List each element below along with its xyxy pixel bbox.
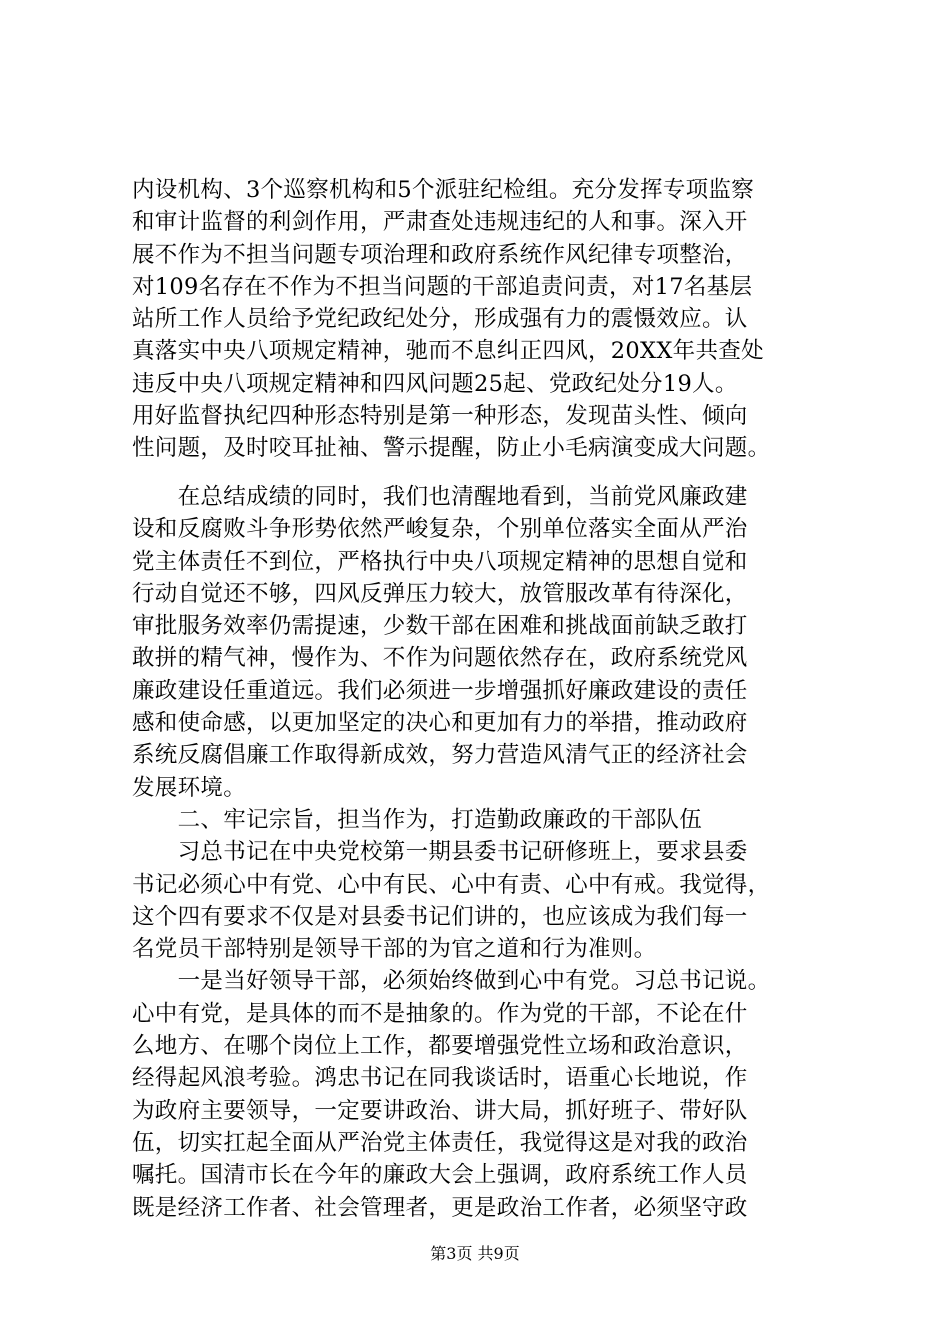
text-line: 心中有党，是具体的而不是抽象的。作为党的干部，不论在什 (132, 1000, 748, 1027)
text-line: 和审计监督的利剑作用，严肃查处违规违纪的人和事。深入开 (132, 209, 748, 236)
text-line: 展不作为不担当问题专项治理和政府系统作风纪律专项整治， (132, 241, 748, 268)
text-line: 习总书记在中央党校第一期县委书记研修班上，要求县委 (132, 839, 748, 866)
text-line: 设和反腐败斗争形势依然严峻复杂，个别单位落实全面从严治 (132, 516, 748, 543)
text-line: 发展环境。 (132, 774, 247, 801)
page-number-footer: 第3页 共9页 (430, 1244, 520, 1263)
text-line: 站所工作人员给予党纪政纪处分，形成强有力的震慑效应。认 (132, 306, 748, 333)
text-line: 行动自觉还不够，四风反弹压力较大，放管服改革有待深化， (132, 580, 748, 607)
text-line: 廉政建设任重道远。我们必须进一步增强抓好廉政建设的责任 (132, 677, 748, 704)
text-line: 党主体责任不到位，严格执行中央八项规定精神的思想自觉和 (132, 548, 748, 575)
text-line: 用好监督执纪四种形态特别是第一种形态，发现苗头性、倾向 (132, 403, 748, 430)
text-line: 在总结成绩的同时，我们也清醒地看到，当前党风廉政建 (132, 484, 748, 510)
text-line: 既是经济工作者、社会管理者，更是政治工作者，必须坚守政 (132, 1194, 748, 1221)
text-line: 为政府主要领导，一定要讲政治、讲大局，抓好班子、带好队 (132, 1097, 748, 1124)
text-line: 系统反腐倡廉工作取得新成效，努力营造风清气正的经济社会 (132, 742, 748, 769)
body-text (132, 481, 832, 1224)
text-line: 敢拼的精气神，慢作为、不作为问题依然存在，政府系统党风 (132, 645, 748, 672)
text-line: 么地方、在哪个岗位上工作，都要增强党性立场和政治意识， (132, 1033, 748, 1060)
paragraph-continued (132, 174, 832, 465)
text-line: 名党员干部特别是领导干部的为官之道和行为准则。 (132, 936, 657, 963)
text-line: 书记必须心中有党、心中有民、心中有责、心中有戒。我觉得， (132, 871, 771, 898)
text-line: 经得起风浪考验。鸿忠书记在同我谈话时，语重心长地说，作 (132, 1065, 748, 1092)
text-line: 真落实中央八项规定精神，驰而不息纠正四风，20XX年共查处 (132, 338, 764, 365)
text-line: 对109名存在不作为不担当问题的干部追责问责，对17名基层 (132, 273, 753, 300)
text-line: 嘱托。国清市长在今年的廉政大会上强调，政府系统工作人员 (132, 1162, 748, 1189)
text-line: 感和使命感，以更加坚定的决心和更加有力的举措，推动政府 (132, 710, 748, 737)
text-line: 审批服务效率仍需提速，少数干部在困难和挑战面前缺乏敢打 (132, 613, 748, 640)
section-heading: 二、牢记宗旨，担当作为，打造勤政廉政的干部队伍 (132, 806, 703, 833)
text-line: 违反中央八项规定精神和四风问题25起、党政纪处分19人。 (132, 370, 738, 397)
text-line: 这个四有要求不仅是对县委书记们讲的，也应该成为我们每一 (132, 903, 748, 930)
text-line: 一是当好领导干部，必须始终做到心中有党。习总书记说。 (132, 968, 771, 995)
text-line: 伍，切实扛起全面从严治党主体责任，我觉得这是对我的政治 (132, 1129, 748, 1156)
text-line: 性问题，及时咬耳扯袖、警示提醒，防止小毛病演变成大问题。 (132, 435, 771, 462)
text-line: 内设机构、3个巡察机构和5个派驻纪检组。充分发挥专项监察 (132, 177, 755, 203)
